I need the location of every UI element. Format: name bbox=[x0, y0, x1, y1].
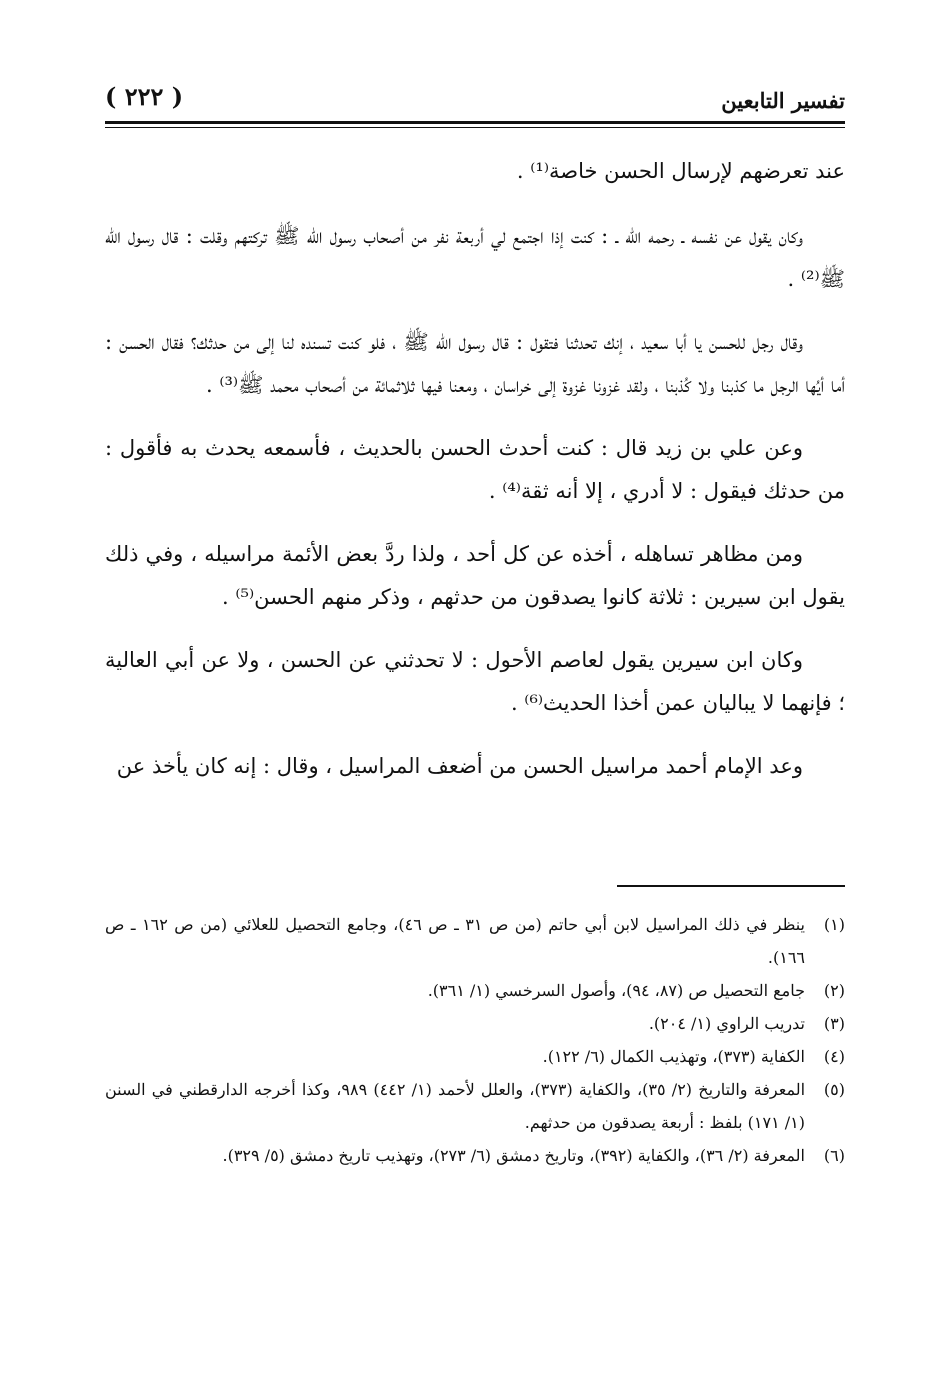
paragraph: وكان يقول عن نفسه ـ رحمه الله ـ : كنت إذا اجتمع لي أربعة نفر من أصحاب رسول الله ﷺ تركتهم وقلت : قال رسول الله ﷺ⁽²⁾ . bbox=[105, 224, 845, 291]
paragraph: عند تعرضهم لإرسال الحسن خاصة⁽¹⁾ . bbox=[516, 159, 845, 183]
footnote-text: المعرفة (٢/ ٣٦)، والكفاية (٣٩٢)، وتاريخ دمشق (٦/ ٢٧٣)، وتهذيب تاريخ دمشق (٥/ ٣٢٩). bbox=[222, 1146, 805, 1165]
footnote-item bbox=[105, 974, 845, 1007]
paragraph: ومن مظاهر تساهله ، أخذه عن كل أحد ، ولذا ردَّ بعض الأئمة مراسيله ، وفي ذلك يقول ابن سيرين : ثلاثة كانوا يصدقون من حدثهم ، وذكر منهم الحسن⁽⁵⁾ . bbox=[105, 542, 845, 609]
footnote-text: المعرفة والتاريخ (٢/ ٣٥)، والكفاية (٣٧٣)، والعلل لأحمد (١/ ٤٤٢) ٩٨٩، وكذا أخرجه الدارقطني في السنن (١/ ١٧١) بلفظ : أربعة يصدقون من حدثهم. bbox=[105, 1080, 806, 1132]
footnote-number: (١) bbox=[823, 915, 845, 934]
footnote-item bbox=[105, 1073, 845, 1139]
paragraph: وعد الإمام أحمد مراسيل الحسن من أضعف المراسيل ، وقال : إنه كان يأخذ عن bbox=[116, 754, 803, 778]
footnotes bbox=[105, 908, 845, 1172]
footnote-text: جامع التحصيل ص (٨٧، ٩٤)، وأصول السرخسي (١/ ٣٦١). bbox=[427, 981, 805, 1000]
footnote-item bbox=[105, 1007, 845, 1040]
footnote-text: تدريب الراوي (١/ ٢٠٤). bbox=[648, 1014, 805, 1033]
footnote-number: (٦) bbox=[823, 1146, 845, 1165]
footnote-number: (٣) bbox=[823, 1014, 845, 1033]
book-title: تفسير التابعين bbox=[721, 88, 845, 113]
paragraph: وقال رجل للحسن يا أبا سعيد ، إنك تحدثنا فتقول : قال رسول الله ﷺ ، فلو كنت تسنده لنا إلى من حدثك؟ فقال الحسن : أما أيُها الرجل ما كذبنا ولا كُذبنا ، ولقد غزونا غزوة إلى خراسان ، ومعنا فيها ثلاثمائة من أصحاب محمد ﷺ⁽³⁾ . bbox=[105, 330, 845, 397]
footnote-separator bbox=[617, 885, 845, 887]
footnote-item bbox=[105, 1139, 845, 1172]
paragraph: وكان ابن سيرين يقول لعاصم الأحول : لا تحدثني عن الحسن ، ولا عن أبي العالية ؛ فإنهما لا يباليان عمن أخذا الحديث⁽⁶⁾ . bbox=[105, 648, 845, 715]
footnote-text: ينظر في ذلك المراسيل لابن أبي حاتم (من ص ٣١ ـ ص ٤٦)، وجامع التحصيل للعلائي (من ص ١٦٢ ـ ص ١٦٦). bbox=[105, 915, 806, 967]
page-header bbox=[105, 78, 845, 120]
header-rule-thin bbox=[105, 127, 845, 128]
header-rule bbox=[105, 121, 845, 124]
footnote-number: (٤) bbox=[823, 1047, 845, 1066]
footnote-item bbox=[105, 908, 845, 974]
footnote-number: (٥) bbox=[823, 1080, 845, 1099]
main-text bbox=[105, 150, 845, 808]
page-number: ( ٢٢٢ ) bbox=[105, 82, 184, 111]
footnote-number: (٢) bbox=[823, 981, 845, 1000]
paragraph: وعن علي بن زيد قال : كنت أحدث الحسن بالحديث ، فأسمعه يحدث به فأقول : من حدثك فيقول : لا أدري ، إلا أنه ثقة⁽⁴⁾ . bbox=[105, 436, 845, 503]
footnote-text: الكفاية (٣٧٣)، وتهذيب الكمال (٦/ ١٢٢). bbox=[542, 1047, 805, 1066]
footnote-item bbox=[105, 1040, 845, 1073]
